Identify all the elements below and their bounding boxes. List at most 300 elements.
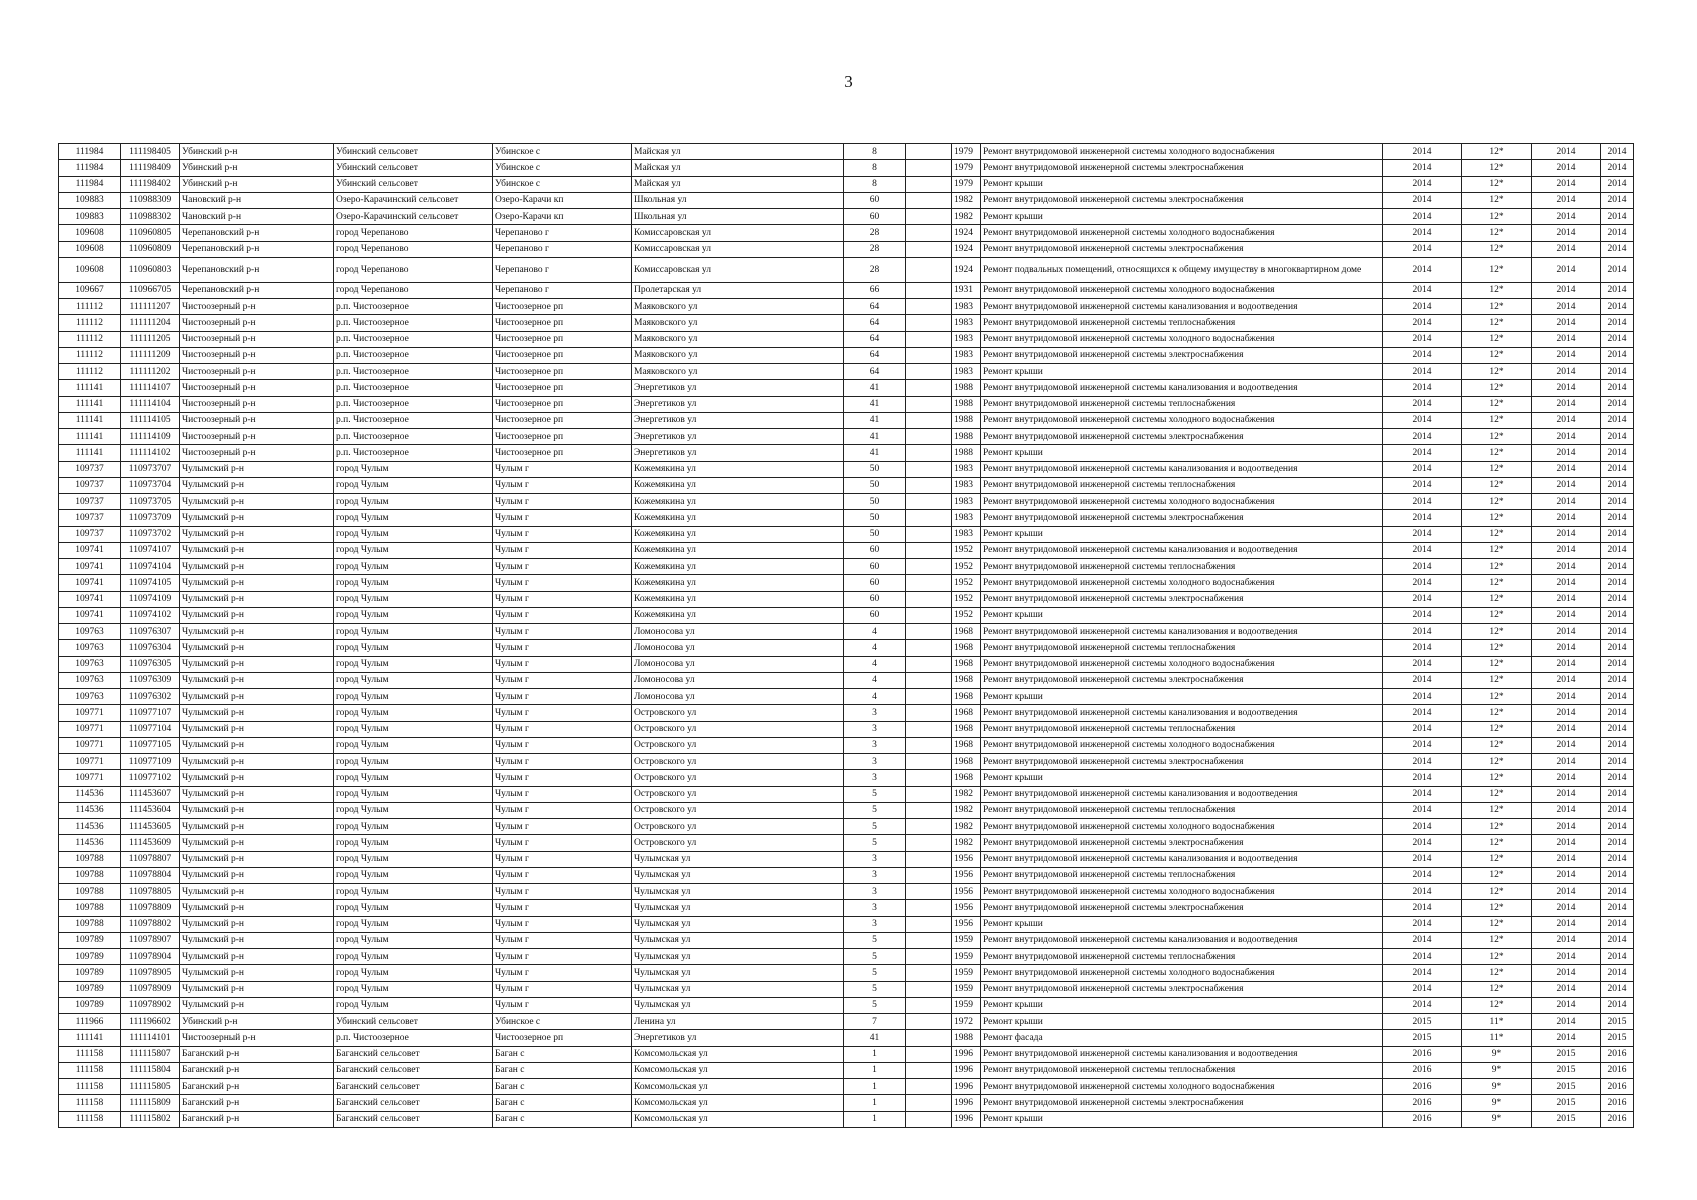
cell-building	[906, 656, 952, 672]
cell-house-number: 4	[844, 689, 906, 705]
cell-house-id: 109789	[59, 981, 121, 997]
table-row	[59, 144, 1634, 160]
cell-start-year: 2014	[1532, 209, 1601, 225]
cell-settlement: Чулым г	[493, 867, 632, 883]
cell-settlement: Убинское с	[493, 176, 632, 192]
cell-municipality: город Чулым	[334, 461, 493, 477]
cell-year-built: 1968	[952, 705, 981, 721]
cell-end-year: 2014	[1601, 364, 1634, 380]
cell-settlement: Чистоозерное рп	[493, 445, 632, 461]
cell-work-id: 111114102	[121, 445, 180, 461]
cell-district: Чулымский р-н	[180, 851, 334, 867]
cell-street: Чулымская ул	[632, 851, 844, 867]
cell-end-year: 2014	[1601, 412, 1634, 428]
table-row	[59, 1062, 1634, 1078]
cell-start-year: 2014	[1532, 786, 1601, 802]
cell-settlement: Чистоозерное рп	[493, 347, 632, 363]
cell-municipality: город Чулым	[334, 494, 493, 510]
cell-planned-year: 2014	[1383, 461, 1462, 477]
cell-district: Чановский р-н	[180, 192, 334, 208]
cell-planned-year: 2014	[1383, 916, 1462, 932]
cell-house-id: 111112	[59, 299, 121, 315]
cell-year-built: 1924	[952, 257, 981, 282]
cell-work-type: Ремонт крыши	[981, 916, 1383, 932]
cell-work-id: 110978809	[121, 900, 180, 916]
cell-months: 12*	[1462, 575, 1532, 591]
cell-building	[906, 607, 952, 623]
cell-house-number: 50	[844, 526, 906, 542]
cell-municipality: город Чулым	[334, 997, 493, 1013]
cell-district: Баганский р-н	[180, 1111, 334, 1127]
cell-end-year: 2014	[1601, 241, 1634, 257]
cell-months: 12*	[1462, 461, 1532, 477]
cell-work-type: Ремонт внутридомовой инженерной системы канализования и водоотведения	[981, 624, 1383, 640]
cell-planned-year: 2014	[1383, 656, 1462, 672]
cell-district: Чулымский р-н	[180, 477, 334, 493]
cell-municipality: город Чулым	[334, 965, 493, 981]
cell-start-year: 2014	[1532, 380, 1601, 396]
cell-end-year: 2014	[1601, 656, 1634, 672]
cell-municipality: город Чулым	[334, 477, 493, 493]
cell-building	[906, 819, 952, 835]
cell-district: Убинский р-н	[180, 160, 334, 176]
cell-house-number: 3	[844, 754, 906, 770]
cell-work-type: Ремонт внутридомовой инженерной системы холодного водоснабжения	[981, 225, 1383, 241]
cell-house-number: 3	[844, 705, 906, 721]
cell-street: Островского ул	[632, 754, 844, 770]
cell-work-type: Ремонт внутридомовой инженерной системы теплоснабжения	[981, 315, 1383, 331]
cell-building	[906, 510, 952, 526]
cell-year-built: 1988	[952, 380, 981, 396]
cell-settlement: Чулым г	[493, 819, 632, 835]
cell-settlement: Чулым г	[493, 591, 632, 607]
cell-year-built: 1983	[952, 315, 981, 331]
cell-house-number: 41	[844, 396, 906, 412]
cell-start-year: 2015	[1532, 1062, 1601, 1078]
cell-settlement: Черепаново г	[493, 225, 632, 241]
cell-work-type: Ремонт внутридомовой инженерной системы холодного водоснабжения	[981, 819, 1383, 835]
table-row	[59, 526, 1634, 542]
cell-building	[906, 364, 952, 380]
cell-end-year: 2014	[1601, 380, 1634, 396]
cell-planned-year: 2015	[1383, 1030, 1462, 1046]
cell-building	[906, 412, 952, 428]
cell-house-number: 1	[844, 1079, 906, 1095]
cell-house-number: 4	[844, 624, 906, 640]
cell-house-number: 64	[844, 299, 906, 315]
cell-district: Чулымский р-н	[180, 672, 334, 688]
cell-work-type: Ремонт внутридомовой инженерной системы канализования и водоотведения	[981, 461, 1383, 477]
cell-municipality: Баганский сельсовет	[334, 1095, 493, 1111]
cell-work-id: 110978902	[121, 997, 180, 1013]
cell-start-year: 2014	[1532, 315, 1601, 331]
cell-house-number: 4	[844, 672, 906, 688]
cell-planned-year: 2014	[1383, 225, 1462, 241]
cell-months: 12*	[1462, 981, 1532, 997]
cell-year-built: 1996	[952, 1111, 981, 1127]
cell-year-built: 1982	[952, 819, 981, 835]
cell-work-type: Ремонт внутридомовой инженерной системы канализования и водоотведения	[981, 542, 1383, 558]
cell-settlement: Чулым г	[493, 900, 632, 916]
cell-end-year: 2014	[1601, 802, 1634, 818]
cell-work-id: 110974107	[121, 542, 180, 558]
cell-work-type: Ремонт крыши	[981, 1111, 1383, 1127]
cell-months: 12*	[1462, 656, 1532, 672]
cell-district: Чистоозерный р-н	[180, 299, 334, 315]
cell-year-built: 1988	[952, 445, 981, 461]
cell-building	[906, 640, 952, 656]
cell-work-id: 111198409	[121, 160, 180, 176]
cell-street: Энергетиков ул	[632, 396, 844, 412]
cell-work-id: 110977104	[121, 721, 180, 737]
cell-settlement: Баган с	[493, 1062, 632, 1078]
cell-municipality: город Чулым	[334, 900, 493, 916]
cell-building	[906, 689, 952, 705]
cell-district: Чистоозерный р-н	[180, 364, 334, 380]
table-row	[59, 176, 1634, 192]
cell-year-built: 1952	[952, 575, 981, 591]
cell-start-year: 2014	[1532, 1030, 1601, 1046]
cell-settlement: Чулым г	[493, 997, 632, 1013]
cell-district: Чулымский р-н	[180, 656, 334, 672]
table-row	[59, 624, 1634, 640]
cell-work-type: Ремонт внутридомовой инженерной системы электроснабжения	[981, 754, 1383, 770]
cell-building	[906, 241, 952, 257]
cell-settlement: Чулым г	[493, 949, 632, 965]
table-row	[59, 867, 1634, 883]
cell-building	[906, 315, 952, 331]
cell-house-number: 50	[844, 510, 906, 526]
cell-street: Пролетарская ул	[632, 282, 844, 298]
cell-district: Чулымский р-н	[180, 591, 334, 607]
cell-building	[906, 932, 952, 948]
cell-year-built: 1959	[952, 997, 981, 1013]
cell-start-year: 2014	[1532, 997, 1601, 1013]
cell-house-id: 109788	[59, 884, 121, 900]
table-row	[59, 819, 1634, 835]
cell-district: Баганский р-н	[180, 1062, 334, 1078]
cell-year-built: 1983	[952, 477, 981, 493]
cell-planned-year: 2014	[1383, 737, 1462, 753]
cell-street: Кожемякина ул	[632, 510, 844, 526]
cell-settlement: Чулым г	[493, 624, 632, 640]
cell-months: 12*	[1462, 144, 1532, 160]
cell-work-id: 110978802	[121, 916, 180, 932]
cell-municipality: город Чулым	[334, 510, 493, 526]
cell-work-type: Ремонт внутридомовой инженерной системы теплоснабжения	[981, 559, 1383, 575]
cell-work-type: Ремонт внутридомовой инженерной системы электроснабжения	[981, 981, 1383, 997]
cell-municipality: город Чулым	[334, 575, 493, 591]
cell-building	[906, 1111, 952, 1127]
cell-planned-year: 2014	[1383, 900, 1462, 916]
cell-work-id: 110977102	[121, 770, 180, 786]
cell-settlement: Чулым г	[493, 542, 632, 558]
cell-year-built: 1982	[952, 835, 981, 851]
cell-months: 11*	[1462, 1014, 1532, 1030]
cell-start-year: 2014	[1532, 429, 1601, 445]
cell-house-number: 66	[844, 282, 906, 298]
cell-settlement: Чистоозерное рп	[493, 380, 632, 396]
cell-work-id: 110973705	[121, 494, 180, 510]
cell-year-built: 1983	[952, 526, 981, 542]
cell-year-built: 1968	[952, 754, 981, 770]
cell-end-year: 2014	[1601, 575, 1634, 591]
cell-settlement: Чулым г	[493, 754, 632, 770]
cell-work-id: 110960805	[121, 225, 180, 241]
cell-work-id: 111453609	[121, 835, 180, 851]
cell-house-id: 109741	[59, 559, 121, 575]
cell-work-id: 110960803	[121, 257, 180, 282]
cell-months: 12*	[1462, 510, 1532, 526]
table-row	[59, 412, 1634, 428]
cell-house-id: 109771	[59, 770, 121, 786]
cell-house-number: 3	[844, 884, 906, 900]
cell-house-id: 109789	[59, 997, 121, 1013]
cell-work-id: 110978905	[121, 965, 180, 981]
cell-house-id: 109741	[59, 542, 121, 558]
cell-work-type: Ремонт фасада	[981, 1030, 1383, 1046]
cell-municipality: Убинский сельсовет	[334, 144, 493, 160]
cell-work-type: Ремонт внутридомовой инженерной системы холодного водоснабжения	[981, 1079, 1383, 1095]
cell-work-type: Ремонт внутридомовой инженерной системы холодного водоснабжения	[981, 575, 1383, 591]
cell-planned-year: 2016	[1383, 1079, 1462, 1095]
cell-street: Кожемякина ул	[632, 461, 844, 477]
table-row	[59, 494, 1634, 510]
table-row	[59, 559, 1634, 575]
cell-end-year: 2014	[1601, 851, 1634, 867]
cell-work-type: Ремонт внутридомовой инженерной системы холодного водоснабжения	[981, 656, 1383, 672]
cell-street: Ломоносова ул	[632, 640, 844, 656]
table-row	[59, 1014, 1634, 1030]
cell-house-number: 5	[844, 835, 906, 851]
cell-months: 12*	[1462, 542, 1532, 558]
cell-start-year: 2014	[1532, 299, 1601, 315]
cell-start-year: 2015	[1532, 1046, 1601, 1062]
cell-planned-year: 2014	[1383, 510, 1462, 526]
cell-municipality: город Чулым	[334, 526, 493, 542]
cell-house-id: 111158	[59, 1095, 121, 1111]
cell-building	[906, 1062, 952, 1078]
cell-planned-year: 2015	[1383, 1014, 1462, 1030]
cell-building	[906, 559, 952, 575]
cell-municipality: город Черепаново	[334, 241, 493, 257]
cell-start-year: 2014	[1532, 721, 1601, 737]
cell-house-id: 111141	[59, 380, 121, 396]
cell-months: 12*	[1462, 160, 1532, 176]
cell-months: 12*	[1462, 916, 1532, 932]
cell-house-number: 5	[844, 949, 906, 965]
table-row	[59, 721, 1634, 737]
cell-house-id: 109789	[59, 949, 121, 965]
cell-start-year: 2014	[1532, 884, 1601, 900]
cell-year-built: 1983	[952, 364, 981, 380]
cell-year-built: 1988	[952, 1030, 981, 1046]
cell-house-id: 111984	[59, 176, 121, 192]
cell-street: Островского ул	[632, 705, 844, 721]
cell-house-id: 111112	[59, 364, 121, 380]
cell-house-id: 111141	[59, 445, 121, 461]
cell-municipality: город Черепаново	[334, 282, 493, 298]
cell-work-type: Ремонт внутридомовой инженерной системы холодного водоснабжения	[981, 144, 1383, 160]
cell-months: 12*	[1462, 380, 1532, 396]
cell-district: Чулымский р-н	[180, 494, 334, 510]
cell-house-id: 109608	[59, 257, 121, 282]
cell-house-id: 109883	[59, 192, 121, 208]
cell-municipality: город Чулым	[334, 721, 493, 737]
cell-year-built: 1931	[952, 282, 981, 298]
cell-house-id: 111141	[59, 1030, 121, 1046]
cell-work-type: Ремонт внутридомовой инженерной системы холодного водоснабжения	[981, 331, 1383, 347]
cell-building	[906, 396, 952, 412]
cell-start-year: 2014	[1532, 257, 1601, 282]
cell-end-year: 2014	[1601, 884, 1634, 900]
cell-building	[906, 380, 952, 396]
cell-end-year: 2014	[1601, 192, 1634, 208]
cell-municipality: Баганский сельсовет	[334, 1079, 493, 1095]
cell-building	[906, 1030, 952, 1046]
cell-year-built: 1982	[952, 192, 981, 208]
cell-street: Комиссаровская ул	[632, 241, 844, 257]
cell-start-year: 2014	[1532, 591, 1601, 607]
cell-house-id: 111984	[59, 144, 121, 160]
cell-settlement: Убинское с	[493, 144, 632, 160]
cell-year-built: 1968	[952, 770, 981, 786]
cell-months: 12*	[1462, 477, 1532, 493]
cell-end-year: 2014	[1601, 705, 1634, 721]
cell-months: 12*	[1462, 257, 1532, 282]
cell-work-id: 111453604	[121, 802, 180, 818]
cell-end-year: 2014	[1601, 282, 1634, 298]
cell-district: Чулымский р-н	[180, 461, 334, 477]
cell-district: Чулымский р-н	[180, 689, 334, 705]
cell-months: 12*	[1462, 754, 1532, 770]
cell-planned-year: 2014	[1383, 607, 1462, 623]
cell-start-year: 2014	[1532, 331, 1601, 347]
cell-work-type: Ремонт внутридомовой инженерной системы теплоснабжения	[981, 721, 1383, 737]
cell-year-built: 1968	[952, 689, 981, 705]
cell-start-year: 2014	[1532, 656, 1601, 672]
cell-street: Школьная ул	[632, 209, 844, 225]
cell-start-year: 2014	[1532, 819, 1601, 835]
cell-building	[906, 445, 952, 461]
cell-months: 12*	[1462, 965, 1532, 981]
cell-year-built: 1996	[952, 1095, 981, 1111]
cell-house-id: 111112	[59, 331, 121, 347]
cell-house-number: 3	[844, 721, 906, 737]
table-row	[59, 900, 1634, 916]
cell-house-number: 3	[844, 770, 906, 786]
cell-building	[906, 1046, 952, 1062]
cell-street: Комиссаровская ул	[632, 225, 844, 241]
cell-start-year: 2014	[1532, 347, 1601, 363]
cell-street: Ломоносова ул	[632, 672, 844, 688]
cell-start-year: 2014	[1532, 510, 1601, 526]
cell-street: Чулымская ул	[632, 997, 844, 1013]
cell-building	[906, 526, 952, 542]
cell-municipality: город Чулым	[334, 689, 493, 705]
cell-settlement: Чулым г	[493, 559, 632, 575]
cell-planned-year: 2014	[1383, 786, 1462, 802]
cell-work-id: 110988302	[121, 209, 180, 225]
cell-planned-year: 2014	[1383, 364, 1462, 380]
cell-district: Чулымский р-н	[180, 526, 334, 542]
table-row	[59, 461, 1634, 477]
cell-building	[906, 144, 952, 160]
cell-year-built: 1956	[952, 884, 981, 900]
cell-house-number: 60	[844, 591, 906, 607]
cell-end-year: 2014	[1601, 689, 1634, 705]
table-row	[59, 429, 1634, 445]
cell-planned-year: 2014	[1383, 396, 1462, 412]
cell-municipality: Озеро-Карачинский сельсовет	[334, 209, 493, 225]
cell-planned-year: 2014	[1383, 494, 1462, 510]
cell-street: Чулымская ул	[632, 884, 844, 900]
cell-year-built: 1956	[952, 916, 981, 932]
cell-year-built: 1988	[952, 429, 981, 445]
cell-building	[906, 721, 952, 737]
cell-start-year: 2014	[1532, 981, 1601, 997]
cell-house-id: 109763	[59, 656, 121, 672]
cell-house-number: 1	[844, 1111, 906, 1127]
cell-settlement: Чулым г	[493, 494, 632, 510]
cell-months: 12*	[1462, 737, 1532, 753]
cell-work-type: Ремонт внутридомовой инженерной системы холодного водоснабжения	[981, 282, 1383, 298]
cell-work-id: 110978909	[121, 981, 180, 997]
cell-house-id: 109737	[59, 477, 121, 493]
table-row	[59, 331, 1634, 347]
cell-months: 12*	[1462, 851, 1532, 867]
cell-street: Ломоносова ул	[632, 624, 844, 640]
cell-year-built: 1956	[952, 851, 981, 867]
cell-work-type: Ремонт внутридомовой инженерной системы канализования и водоотведения	[981, 1046, 1383, 1062]
cell-work-id: 110976302	[121, 689, 180, 705]
cell-house-id: 109771	[59, 737, 121, 753]
cell-year-built: 1982	[952, 802, 981, 818]
cell-house-number: 3	[844, 737, 906, 753]
cell-work-type: Ремонт крыши	[981, 1014, 1383, 1030]
cell-house-number: 3	[844, 916, 906, 932]
cell-planned-year: 2014	[1383, 542, 1462, 558]
cell-start-year: 2014	[1532, 396, 1601, 412]
cell-district: Чановский р-н	[180, 209, 334, 225]
cell-settlement: Чистоозерное рп	[493, 396, 632, 412]
cell-district: Черепановский р-н	[180, 241, 334, 257]
cell-work-id: 111453605	[121, 819, 180, 835]
cell-end-year: 2016	[1601, 1111, 1634, 1127]
cell-settlement: Чулым г	[493, 461, 632, 477]
cell-building	[906, 429, 952, 445]
cell-house-id: 111984	[59, 160, 121, 176]
cell-municipality: город Чулым	[334, 867, 493, 883]
cell-building	[906, 282, 952, 298]
cell-planned-year: 2014	[1383, 429, 1462, 445]
cell-work-type: Ремонт внутридомовой инженерной системы холодного водоснабжения	[981, 494, 1383, 510]
table-row	[59, 396, 1634, 412]
cell-house-id: 109763	[59, 672, 121, 688]
cell-settlement: Чулым г	[493, 965, 632, 981]
cell-work-type: Ремонт внутридомовой инженерной системы холодного водоснабжения	[981, 737, 1383, 753]
cell-start-year: 2014	[1532, 461, 1601, 477]
cell-municipality: р.п. Чистоозерное	[334, 380, 493, 396]
cell-settlement: Чулым г	[493, 640, 632, 656]
cell-start-year: 2014	[1532, 624, 1601, 640]
cell-end-year: 2014	[1601, 754, 1634, 770]
cell-house-number: 3	[844, 867, 906, 883]
cell-street: Школьная ул	[632, 192, 844, 208]
cell-building	[906, 591, 952, 607]
cell-end-year: 2014	[1601, 526, 1634, 542]
cell-planned-year: 2014	[1383, 347, 1462, 363]
